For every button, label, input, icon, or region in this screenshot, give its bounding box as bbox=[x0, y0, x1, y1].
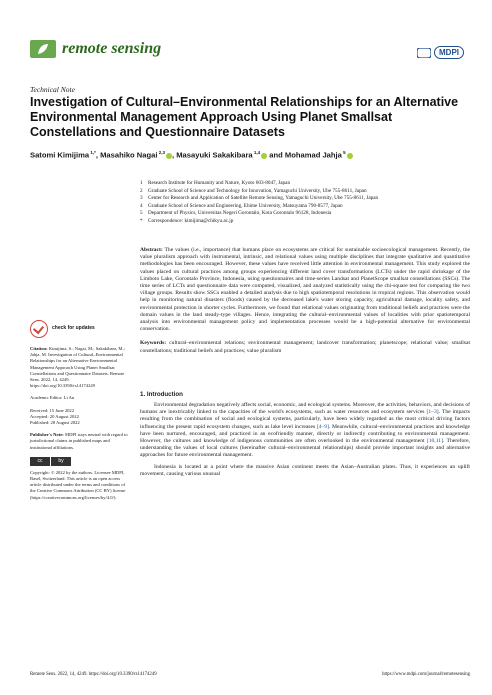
affiliation-item bbox=[140, 195, 480, 203]
citation bbox=[30, 346, 130, 389]
citation-link[interactable]: [10,11] bbox=[426, 438, 443, 445]
journal-logo-icon bbox=[30, 40, 56, 58]
citation-label: Citation: bbox=[30, 346, 48, 351]
by-icon: by bbox=[51, 457, 71, 466]
citation-link[interactable]: [1–3] bbox=[426, 409, 439, 416]
keywords-text: cultural–environmental relations; environmental management; landcover transformation; planetscope; relational value; smallsat constellations; traditional beliefs and practices; value pluralism bbox=[140, 340, 470, 354]
affiliation-item bbox=[140, 180, 480, 188]
accepted-date: Accepted: 20 August 2022 bbox=[30, 413, 79, 419]
publisher-note-text: MDPI stays neutral with regard to jurisdictional claims in published maps and institutional affiliations. bbox=[30, 432, 128, 450]
journal-name: remote sensing bbox=[62, 40, 162, 57]
received-date: Received: 15 June 2022 bbox=[30, 407, 75, 413]
publisher-note bbox=[30, 432, 130, 451]
section-heading: 1. Introduction bbox=[140, 390, 183, 398]
affiliation-text: Research Institute for Humanity and Nature, Kyoto 603-8047, Japan bbox=[148, 180, 291, 186]
academic-editor: Academic Editor: Li An bbox=[30, 395, 75, 401]
article-sidebar bbox=[30, 320, 130, 501]
affiliation-item bbox=[140, 210, 480, 218]
author-name: Masahiko Nagai bbox=[100, 150, 158, 160]
citation-text[interactable]: Kimijima, S.; Nagai, M.; Sakakibara, M.; Jahja, M. Investigation of Cultural–Environmental Relationships for an Alternative Environmental Management Approach Using Planet Smallsat Constellations and Questionnaire Datasets. Remote Sens. 2022, 14, 4249. https://doi.org/10.3390/rs14174249 bbox=[30, 346, 125, 389]
orcid-icon[interactable] bbox=[166, 153, 172, 159]
keywords bbox=[140, 340, 470, 354]
affiliation-number: 3 bbox=[140, 195, 143, 202]
author-name: Mohamad Jahja bbox=[284, 150, 342, 160]
publisher-name: MDPI bbox=[434, 46, 464, 59]
affiliation-number: 2 bbox=[140, 187, 143, 194]
affiliation-number: 4 bbox=[140, 202, 143, 209]
author-affiliation-marker: 2,3 bbox=[157, 150, 165, 155]
affiliation-number: 5 bbox=[140, 210, 143, 217]
cc-icon: cc bbox=[30, 457, 50, 466]
article-title: Investigation of Cultural–Environmental Relationships for an Alternative Environmental Management Approach Using Planet Smallsat Constellations and Questionnaire Datasets bbox=[30, 95, 459, 139]
affiliation-text: Graduate School of Science and Engineering, Ehime University, Matsuyama 790-8577, Japan bbox=[148, 202, 343, 209]
affiliations bbox=[140, 180, 480, 226]
keywords-label: Keywords: bbox=[140, 340, 167, 347]
cc-license-badge[interactable] bbox=[30, 457, 130, 466]
author-affiliation-marker: 1,* bbox=[89, 150, 96, 155]
published-date: Published: 28 August 2022 bbox=[30, 420, 80, 426]
check-for-updates-button[interactable] bbox=[30, 320, 130, 338]
footer-journal-url[interactable]: https://www.mdpi.com/journal/remotesensing bbox=[382, 672, 470, 677]
mdpi-logo-icon bbox=[417, 48, 431, 58]
orcid-icon[interactable] bbox=[261, 153, 267, 159]
affiliation-text: Center for Research and Application of Satellite Remote Sensing, Yamaguchi University, Ube 755-8611, Japan bbox=[148, 195, 379, 202]
article-body bbox=[140, 247, 470, 478]
article-type: Technical Note bbox=[30, 85, 75, 94]
affiliation-text: Department of Physics, Universitas Negeri Gorontalo, Kota Gorontalo 96128, Indonesia bbox=[148, 210, 332, 217]
citation-link[interactable]: [4–9] bbox=[316, 423, 329, 430]
affiliation-number: 1 bbox=[140, 180, 143, 186]
checkmark-icon bbox=[30, 320, 48, 338]
affiliation-text: Correspondence: kimijima@chikyu.ac.jp bbox=[148, 217, 234, 224]
intro-paragraph-1: Environmental degradation negatively affects social, economic, and ecological systems. Moreover, the activities, behaviors, and decisions of humans are inextricably linked to the capacities of the world's ecosystems, such as water resources and ecosystem services [1–3]. The impacts resulting from the combination of social and ecological systems, particularly, have been widely regarded as the most critical driving factors influencing the present rapid ecosystem changes, such as lake level increases [4–9]. Meanwhile, cultural–environmental practices and knowledge have been nurtured, encouraged, and practiced in an ecofriendly manner, directly or indirectly contributing to environmental management. However, the cultures and knowledge of indigenous communities are often overlooked in the environmental management [10,11]. Therefore, understanding the values of local cultures (hereinafter cultural–environmental relationships) should provide important insights and alternative approaches for future environmental management. bbox=[140, 402, 471, 459]
intro-paragraph-2: Indonesia is located at a point where the massive Asian continent meets the Asian–Australian plates. Thus, it experiences an uplift movement, causing various unusual bbox=[140, 463, 470, 477]
author-affiliation-marker: 1,4 bbox=[252, 150, 261, 155]
publisher-note-label: Publisher's Note: bbox=[30, 432, 64, 438]
journal-header bbox=[30, 40, 161, 58]
footer-citation: Remote Sens. 2022, 14, 4249. https://doi.org/10.3390/rs14174249 bbox=[30, 672, 157, 677]
affiliation-text: Graduate School of Science and Technology for Innovation, Yamaguchi University, Ube 755-8611, Japan bbox=[148, 187, 367, 194]
author-name: Satomi Kimijima bbox=[30, 150, 90, 160]
affiliation-number: * bbox=[140, 217, 143, 224]
author-list: Satomi Kimijima $^{1,*}$, Masahiko Nagai $^{2,3}$ , Masayuki Sakakibara $^{1,4}$ and Mohamad Jahja $^5$ bbox=[30, 150, 353, 160]
publisher-logo bbox=[417, 46, 464, 59]
affiliation-item bbox=[140, 218, 480, 226]
orcid-icon[interactable] bbox=[347, 153, 353, 159]
abstract-text: The values (i.e., importance) that humans place on ecosystems are critical for sustainable socioecological management. Recently, the value pluralism approach with instrumental, intrinsic, and relational values using multiple disciplines that integrate qualitative and quantitative methodologies has been encouraged. However, these values have received little attention in environmental management. This study explored the values placed on cultural practices among groups experiencing different land cover transformations (LCTs) under the rapid shrinkage of the Limboto Lake, Gorontalo Province, Indonesia, using questionnaires and time-series Landsat and PlanetScope smallsat constellations (SSCs). The time series of LCTs and questionnaire data were computed, visualized, and analyzed statistically using the chi-square test for comparing the two village groups. Results show SSCs enabled a detailed analysis due to high spatiotemporal resolutions in tropical regions. This observation would help in monitoring natural disasters (floods) caused by the decreased lake's water storing capacity, agricultural damage, locality safety, and environmental protection in shorter cycles. Furthermore, we found that relational values originating from traditional beliefs and practices were the domain values in the land steady-type villages. Hence, integrating the cultural–environmental values of localities with prior spatiotemporal analysis into environmental management policy and implementation processes would be a high-potential alternative for environmental conservation. bbox=[140, 247, 470, 333]
author-name: Masayuki Sakakibara bbox=[176, 150, 253, 160]
license-text: Copyright: © 2022 by the authors. Licensee MDPI, Basel, Switzerland. This article is an open access article distributed under the terms and conditions of the Creative Commons Attribution (CC BY) license (https://creativecommons.org/licenses/by/4.0/). bbox=[30, 469, 126, 500]
abstract-label: Abstract: bbox=[140, 247, 163, 253]
author-affiliation-marker: 5 bbox=[341, 150, 346, 155]
abstract bbox=[140, 247, 470, 333]
page-footer bbox=[30, 672, 470, 677]
check-for-updates-label: check for updates bbox=[52, 325, 95, 332]
